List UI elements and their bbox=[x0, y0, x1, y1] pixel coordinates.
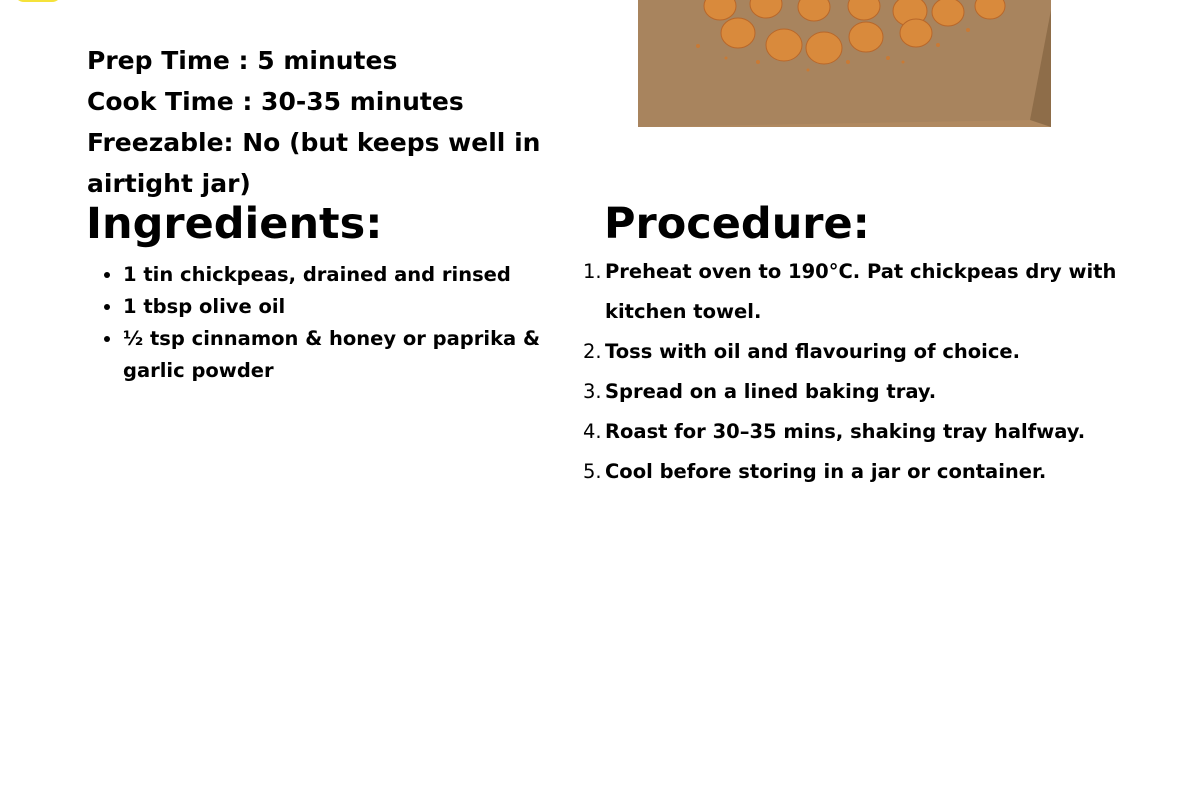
ingredient-item: • 1 tin chickpeas, drained and rinsed bbox=[123, 259, 573, 291]
ingredient-item: • 1 tbsp olive oil bbox=[123, 291, 573, 323]
procedure-step bbox=[583, 412, 1178, 452]
step-number: 4. bbox=[583, 420, 602, 443]
step-number: 3. bbox=[583, 380, 602, 403]
ingredients-heading: Ingredients: bbox=[86, 199, 383, 249]
step-text: Toss with oil and flavouring of choice. bbox=[605, 340, 1021, 363]
cook-time: Cook Time : 30-35 minutes bbox=[87, 87, 464, 116]
step-number: 1. bbox=[583, 260, 602, 283]
step-number: 2. bbox=[583, 340, 602, 363]
procedure-heading: Procedure: bbox=[604, 199, 870, 249]
step-number: 5. bbox=[583, 460, 602, 483]
ingredient-item: • ½ tsp cinnamon & honey or paprika & garlic powder bbox=[123, 323, 573, 387]
prep-time: Prep Time : 5 minutes bbox=[87, 46, 398, 75]
procedure-list bbox=[583, 252, 1178, 492]
freezable-note: Freezable: No (but keeps well in airtight jar) bbox=[87, 128, 541, 198]
procedure-step bbox=[583, 372, 1178, 412]
decorative-yellow-shape bbox=[14, 0, 62, 2]
step-text: Preheat oven to 190°C. Pat chickpeas dry with kitchen towel. bbox=[605, 260, 1117, 323]
step-text: Spread on a lined baking tray. bbox=[605, 380, 937, 403]
procedure-step bbox=[583, 332, 1178, 372]
step-text: Roast for 30–35 mins, shaking tray halfway. bbox=[605, 420, 1086, 443]
chickpeas-photo bbox=[638, 0, 1051, 127]
step-text: Cool before storing in a jar or container. bbox=[605, 460, 1047, 483]
chickpeas-image bbox=[638, 0, 1051, 127]
ingredients-list bbox=[86, 259, 573, 387]
recipe-meta bbox=[87, 40, 547, 204]
procedure-step bbox=[583, 452, 1178, 492]
procedure-step bbox=[583, 252, 1178, 332]
